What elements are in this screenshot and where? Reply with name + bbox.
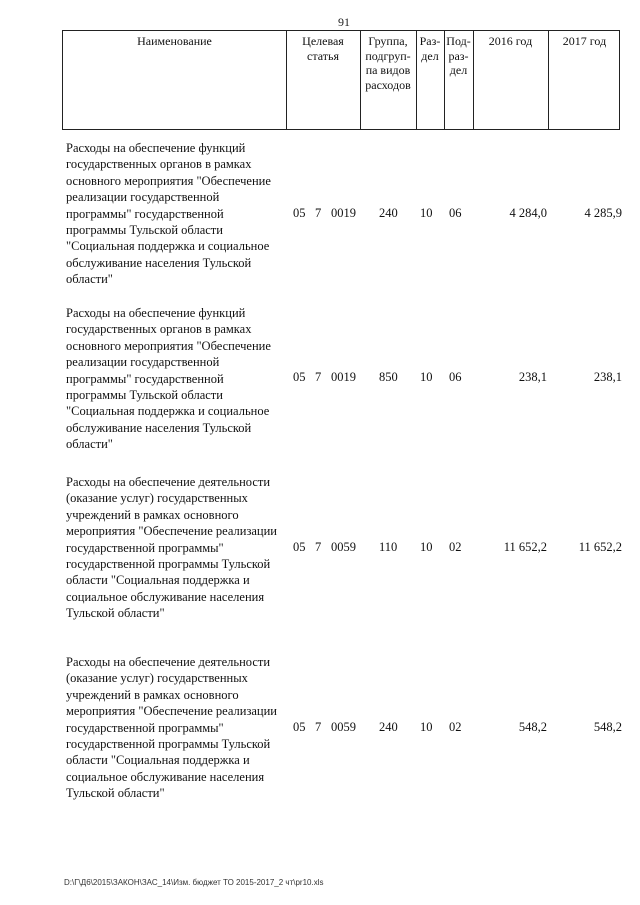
code-part-1: 05 — [293, 206, 306, 220]
code-part-2: 7 — [315, 370, 322, 384]
header-year-2016: 2016 год — [488, 34, 533, 48]
header-name: Наименование — [137, 34, 212, 48]
row-description: Расходы на обеспечение функций государственных органов в рамках основного мероприятия "Обеспечение реализации государственной программы" государственной программы Тульской области "Социальная поддержка и социальное обслуживание населения Тульской области" — [66, 141, 271, 287]
value-2017: 548,2 — [593, 720, 622, 734]
code-part-1: 05 — [293, 370, 306, 384]
row-description: Расходы на обеспечение деятельности (оказание услуг) государственных учреждений в рамках основного мероприятия "Обеспечение реализации государственной программы" государственной программы Тульской области "Социальная поддержка и социальное обслуживание населения Тульской области" — [66, 655, 277, 801]
code-part-3: 0019 — [331, 370, 356, 384]
code-part-1: 05 — [293, 540, 306, 554]
header-year-2017: 2017 год — [562, 34, 607, 48]
code-part-2: 7 — [315, 720, 322, 734]
row-description: Расходы на обеспечение функций государственных органов в рамках основного мероприятия "Обеспечение реализации государственной программы" государственной программы Тульской области "Социальная поддержка и социальное обслуживание населения Тульской области" — [66, 306, 271, 452]
group-code: 110 — [379, 540, 398, 554]
subsection-code: 02 — [449, 540, 462, 554]
value-2016: 238,1 — [518, 370, 547, 384]
header-group: Группа, подгруп- па видов расходов — [365, 34, 411, 92]
value-2017: 4 285,9 — [584, 206, 622, 220]
section-code: 10 — [420, 720, 433, 734]
subsection-code: 02 — [449, 720, 462, 734]
group-code: 240 — [379, 206, 398, 220]
code-part-3: 0059 — [331, 540, 356, 554]
header-subsection: Под- раз- дел — [446, 34, 471, 77]
table-header — [62, 30, 620, 130]
value-2016: 4 284,0 — [509, 206, 547, 220]
value-2016: 548,2 — [518, 720, 547, 734]
subsection-code: 06 — [449, 370, 462, 384]
file-path-footer: D:\Г\Д6\2015\ЗАКОН\ЗАС_14\Изм. бюджет ТО 2015-2017_2 чт\pr10.xls — [64, 878, 324, 887]
code-part-2: 7 — [315, 206, 322, 220]
section-code: 10 — [420, 540, 433, 554]
header-target-article: Целевая статья — [302, 34, 344, 63]
section-code: 10 — [420, 370, 433, 384]
code-part-3: 0019 — [331, 206, 356, 220]
code-part-2: 7 — [315, 540, 322, 554]
header-section: Раз- дел — [419, 34, 441, 63]
section-code: 10 — [420, 206, 433, 220]
value-2017: 238,1 — [593, 370, 622, 384]
group-code: 850 — [379, 370, 398, 384]
row-description: Расходы на обеспечение деятельности (оказание услуг) государственных учреждений в рамках основного мероприятия "Обеспечение реализации государственной программы" государственной программы Тульской области "Социальная поддержка и социальное обслуживание населения Тульской области" — [66, 475, 277, 621]
subsection-code: 06 — [449, 206, 462, 220]
value-2016: 11 652,2 — [503, 540, 547, 554]
code-part-3: 0059 — [331, 720, 356, 734]
code-part-1: 05 — [293, 720, 306, 734]
group-code: 240 — [379, 720, 398, 734]
value-2017: 11 652,2 — [578, 540, 622, 554]
page-number: 91 — [338, 15, 350, 29]
